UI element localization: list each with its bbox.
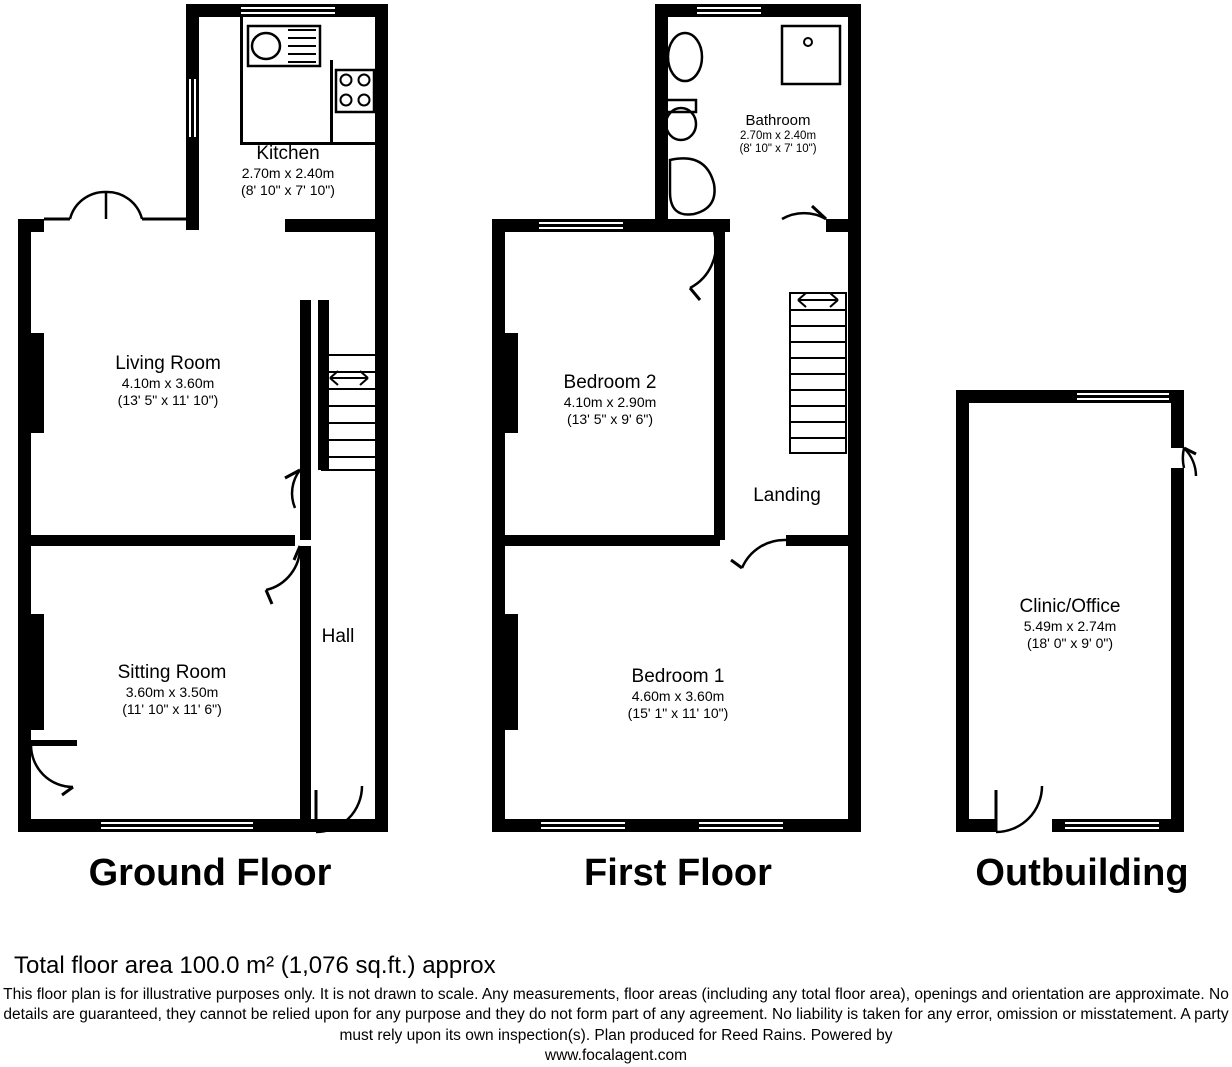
disclaimer-body: This floor plan is for illustrative purposes only. It is not drawn to scale. Any measurements, floor areas (including any total floor area), openings and orientation are approximate. No details are guaranteed, they cannot be relied upon for any purpose and they do not form part of any agreement. No liability is taken for any error, omission or misstatement. A party must rely upon its own inspection(s). Plan produced for Reed Rains. Powered by xyxy=(3,986,1229,1044)
outbuilding-window-bottom-line xyxy=(1062,824,1162,827)
outbuilding-wall-bottom-right xyxy=(1160,819,1184,832)
floor-title-ground: Ground Floor xyxy=(88,852,332,894)
outbuilding-window-top-line xyxy=(1074,395,1172,398)
outbuilding-wall-bottom-left xyxy=(956,819,996,832)
kitchen-window-left-line xyxy=(191,76,194,140)
first-wall-mid-horizontal-right xyxy=(786,535,848,546)
floor-title-first: First Floor xyxy=(584,852,772,894)
bedroom1-window-right-line xyxy=(696,824,786,827)
ground-wall-top-left xyxy=(18,219,44,232)
room-label-landing: Landing xyxy=(753,485,821,506)
website-link[interactable]: www.focalagent.com xyxy=(544,1047,688,1065)
total-floor-area: Total floor area 100.0 m² (1,076 sq.ft.) approx xyxy=(14,952,496,979)
room-label-bedroom-2: Bedroom 2 4.10m x 2.90m (13' 5" x 9' 6") xyxy=(563,372,657,427)
room-label-bathroom: Bathroom 2.70m x 2.40m (8' 10" x 7' 10") xyxy=(739,112,817,156)
bedroom2-window-line xyxy=(536,224,626,227)
first-wall-left-outer xyxy=(492,219,505,832)
floor-title-outbuilding: Outbuilding xyxy=(975,852,1189,894)
kitchen-window-top-line xyxy=(238,9,338,12)
kitchen-counter-vert2 xyxy=(330,60,333,145)
room-label-bedroom-1: Bedroom 1 4.60m x 3.60m (15' 1" x 11' 10") xyxy=(627,666,729,721)
room-label-hall: Hall xyxy=(321,626,355,647)
room-label-kitchen: Kitchen 2.70m x 2.40m (8' 10" x 7' 10") xyxy=(241,143,335,198)
room-label-living-room: Living Room 4.10m x 3.60m (13' 5" x 11' 10") xyxy=(115,353,221,408)
outbuilding-wall-right-top xyxy=(1171,390,1184,448)
ground-wall-left-outer xyxy=(18,219,31,832)
ground-wall-mid-horizontal xyxy=(31,535,295,546)
bedroom1-window-left-line xyxy=(538,824,628,827)
bathroom-window-top-line xyxy=(694,9,764,12)
disclaimer-text xyxy=(0,985,1232,1067)
room-label-clinic-office: Clinic/Office 5.49m x 2.74m (18' 0" x 9' 0") xyxy=(1019,596,1121,651)
ground-wall-hall-partition-2 xyxy=(300,546,311,832)
ground-wall-top-right-seg xyxy=(285,219,388,232)
room-label-sitting-room: Sitting Room 3.60m x 3.50m (11' 10" x 11' 6") xyxy=(117,662,227,717)
sitting-room-window-line xyxy=(98,824,256,827)
ground-wall-right xyxy=(375,4,388,832)
first-wall-mid-horizontal-left xyxy=(505,535,720,546)
first-wall-top-left-seg xyxy=(492,219,536,232)
first-wall-bathroom-left xyxy=(655,4,668,232)
kitchen-counter-top xyxy=(240,17,243,145)
ground-wall-pier-left-1 xyxy=(31,333,44,433)
ground-wall-stair-right xyxy=(318,300,329,470)
first-wall-top-right-seg xyxy=(826,219,861,232)
ground-wall-pier-left-2 xyxy=(31,614,44,730)
first-wall-pier-left-2 xyxy=(505,614,518,730)
ground-wall-hall-partition xyxy=(300,300,311,540)
first-wall-top-mid-seg xyxy=(625,219,730,232)
